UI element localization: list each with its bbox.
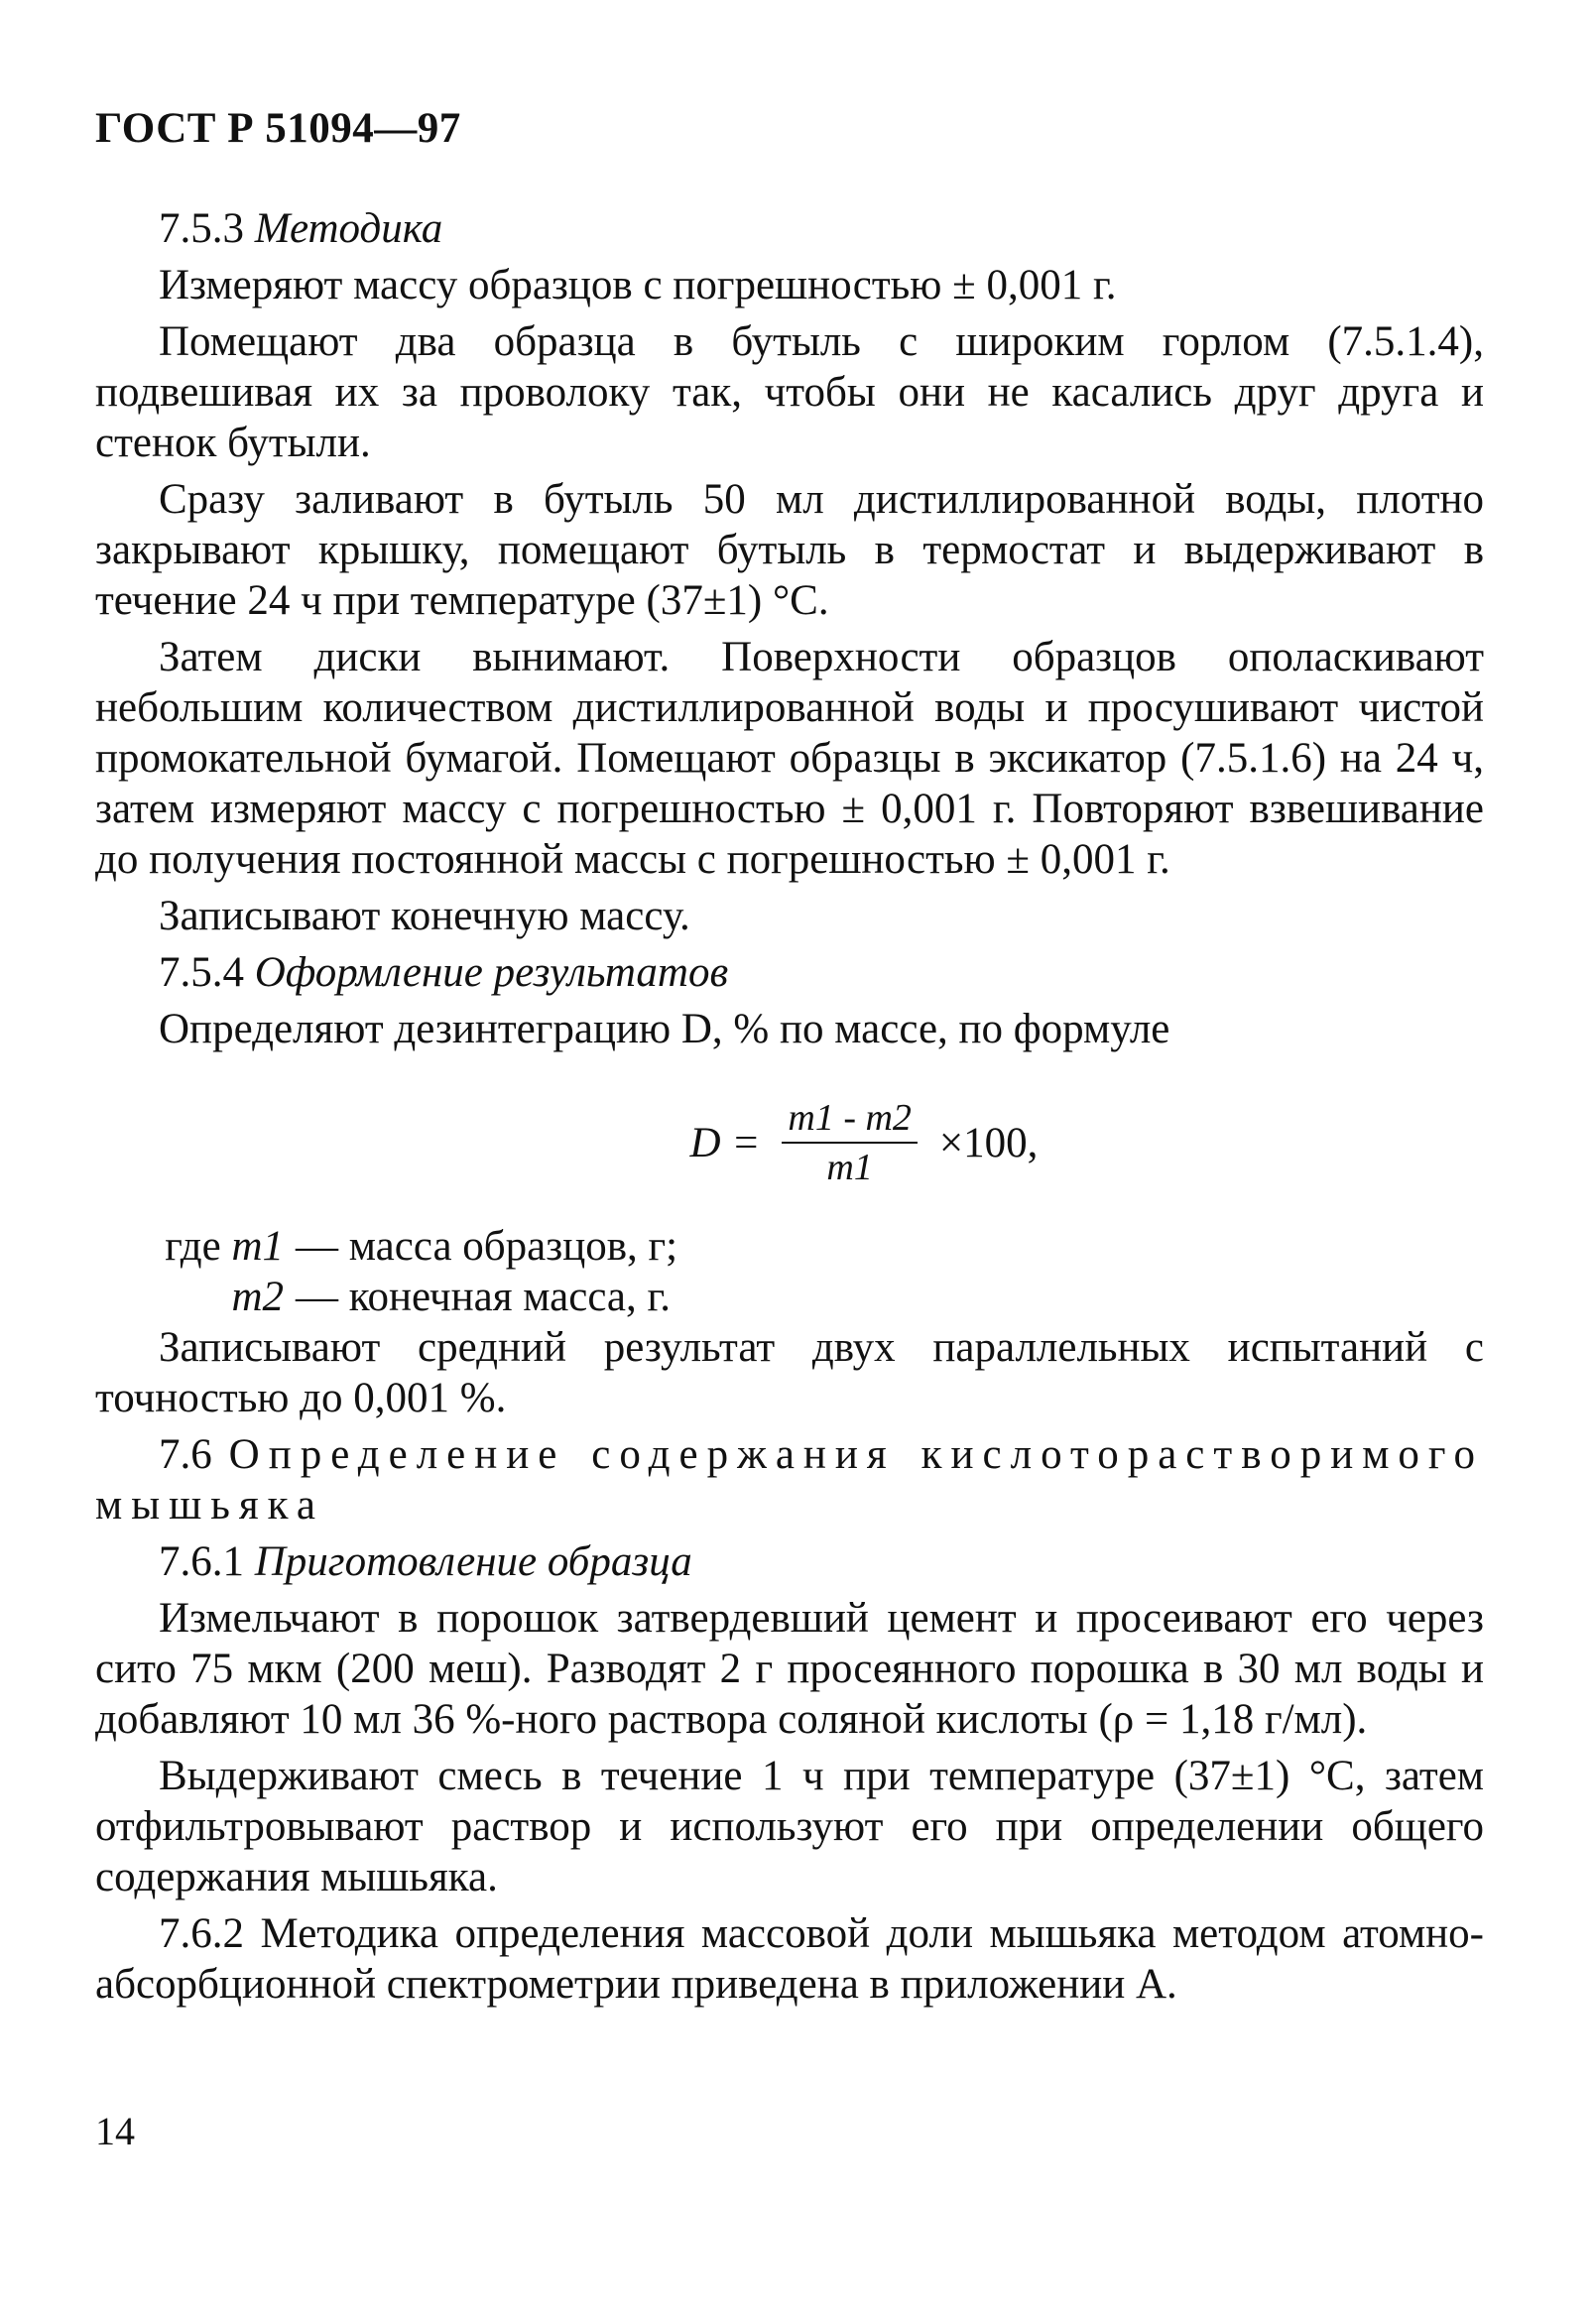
section-number: 7.5.4 <box>159 949 244 996</box>
section-number: 7.5.3 <box>159 205 244 252</box>
formula-fraction <box>782 1096 918 1189</box>
legend-text: — конечная масса, г. <box>296 1274 672 1320</box>
formula-lhs: D = <box>689 1119 761 1166</box>
section-7-5-3-heading <box>95 203 1484 254</box>
paragraph: Записывают средний результат двух параллельных испытаний с точностью до 0,001 %. <box>95 1324 1484 1421</box>
section-number: 7.6 <box>159 1431 212 1478</box>
paragraph: Измеряют массу образцов с погрешностью ± 0,001 г. <box>159 262 1117 308</box>
formula-denominator: m1 <box>826 1147 873 1188</box>
legend-text: — масса образцов, г; <box>296 1223 678 1270</box>
disintegration-formula <box>95 1096 1484 1189</box>
legend-symbol: где m1 <box>165 1223 284 1270</box>
legend-symbol: m2 <box>231 1274 284 1320</box>
section-title: Оформление результатов <box>254 949 729 996</box>
section-7-6-heading <box>95 1429 1484 1530</box>
formula-rhs: ×100, <box>938 1119 1039 1166</box>
section-number: 7.6.1 <box>159 1538 244 1585</box>
section-title: Приготовление образца <box>254 1538 692 1585</box>
section-title: Методика <box>254 205 443 252</box>
section-7-6-2-paragraph: 7.6.2 Методика определения массовой доли мышьяка методом атомно-абсорбционной спектрометрии приведена в приложении А. <box>95 1910 1484 2008</box>
legend-row <box>95 1272 1484 1322</box>
formula-legend <box>95 1221 1484 1322</box>
page-number: 14 <box>95 2109 135 2153</box>
formula-intro: Определяют дезинтеграцию D, % по массе, по формуле <box>159 1006 1170 1052</box>
paragraph: Сразу заливают в бутыль 50 мл дистиллированной воды, плотно закрывают крышку, помещают бутыль в термостат и выдерживают в течение 24 ч при температуре (37±1) °С. <box>95 476 1484 624</box>
document-body <box>95 203 1484 2016</box>
section-7-5-4-heading <box>95 947 1484 998</box>
paragraph: Измельчают в порошок затвердевший цемент и просеивают его через сито 75 мкм (200 меш). Разводят 2 г просеянного порошка в 30 мл воды и добавляют 10 мл 36 %-ного раствора соляной кислоты (ρ = 1,18 г/мл). <box>95 1595 1484 1743</box>
document-page <box>95 0 1484 2324</box>
document-header: ГОСТ Р 51094—97 <box>95 105 461 152</box>
section-7-6-1-heading <box>95 1536 1484 1587</box>
paragraph: Записывают конечную массу. <box>159 893 690 939</box>
legend-row <box>95 1221 1484 1272</box>
formula-numerator: m1 - m2 <box>782 1096 918 1144</box>
paragraph: Затем диски вынимают. Поверхности образцов ополаскивают небольшим количеством дистиллированной воды и просушивают чистой промокательной бумагой. Помещают образцы в эксикатор (7.5.1.6) на 24 ч, затем измеряют массу с погрешностью ± 0,001 г. Повторяют взвешивание до получения постоянной массы с погрешностью ± 0,001 г. <box>95 634 1484 883</box>
paragraph: Помещают два образца в бутыль с широким горлом (7.5.1.4), подвешивая их за проволоку так, чтобы они не касались друг друга и стенок бутыли. <box>95 318 1484 466</box>
paragraph: Выдерживают смесь в течение 1 ч при температуре (37±1) °С, затем отфильтровывают раствор и используют его при определении общего содержания мышьяка. <box>95 1753 1484 1900</box>
section-title: Определение содержания кислоторастворимого мышьяка <box>95 1431 1484 1529</box>
